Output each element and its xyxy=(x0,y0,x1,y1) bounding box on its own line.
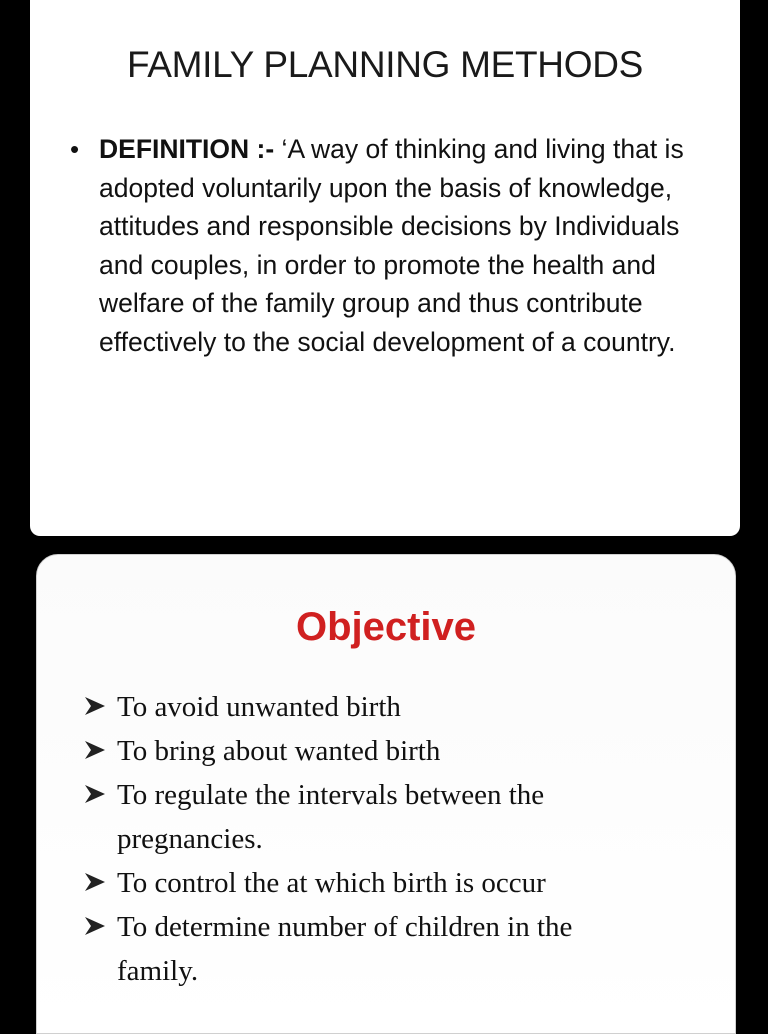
slide-title: FAMILY PLANNING METHODS xyxy=(127,44,643,85)
objective-list xyxy=(79,685,699,993)
definition-slide xyxy=(30,0,740,536)
objective-item xyxy=(79,905,699,949)
definition-text: ‘A way of thinking and living that is adopted voluntarily upon the basis of knowledge, attitudes and responsible decisions by Individuals and couples, in order to promote the health and welfare of the family group and thus contribute effectively to the social development of a country. xyxy=(99,134,684,357)
definition-label: DEFINITION :- xyxy=(99,134,275,164)
objective-continuation xyxy=(79,949,699,993)
definition-list xyxy=(70,130,710,361)
objective-text: To bring about wanted birth xyxy=(117,735,441,767)
objective-text-continued: family. xyxy=(117,955,199,987)
arrow-bullet-icon xyxy=(83,914,107,938)
objective-title: Objective xyxy=(295,605,477,649)
objective-text: To determine number of children in the xyxy=(117,911,573,943)
objective-text: To control the at which birth is occur xyxy=(117,867,546,899)
arrow-bullet-icon xyxy=(83,738,107,762)
objective-text: To avoid unwanted birth xyxy=(117,691,401,723)
arrow-bullet-icon xyxy=(83,870,107,894)
bullet-icon: • xyxy=(70,134,80,164)
arrow-bullet-icon xyxy=(83,694,107,718)
objective-item xyxy=(79,861,699,905)
objective-text-continued: pregnancies. xyxy=(117,823,263,855)
objective-text: To regulate the intervals between the xyxy=(117,779,545,811)
objective-item xyxy=(79,729,699,773)
objective-slide xyxy=(36,554,736,1034)
arrow-bullet-icon xyxy=(83,782,107,806)
definition-item xyxy=(70,130,710,361)
objective-item xyxy=(79,773,699,817)
objective-continuation xyxy=(79,817,699,861)
objective-item xyxy=(79,685,699,729)
